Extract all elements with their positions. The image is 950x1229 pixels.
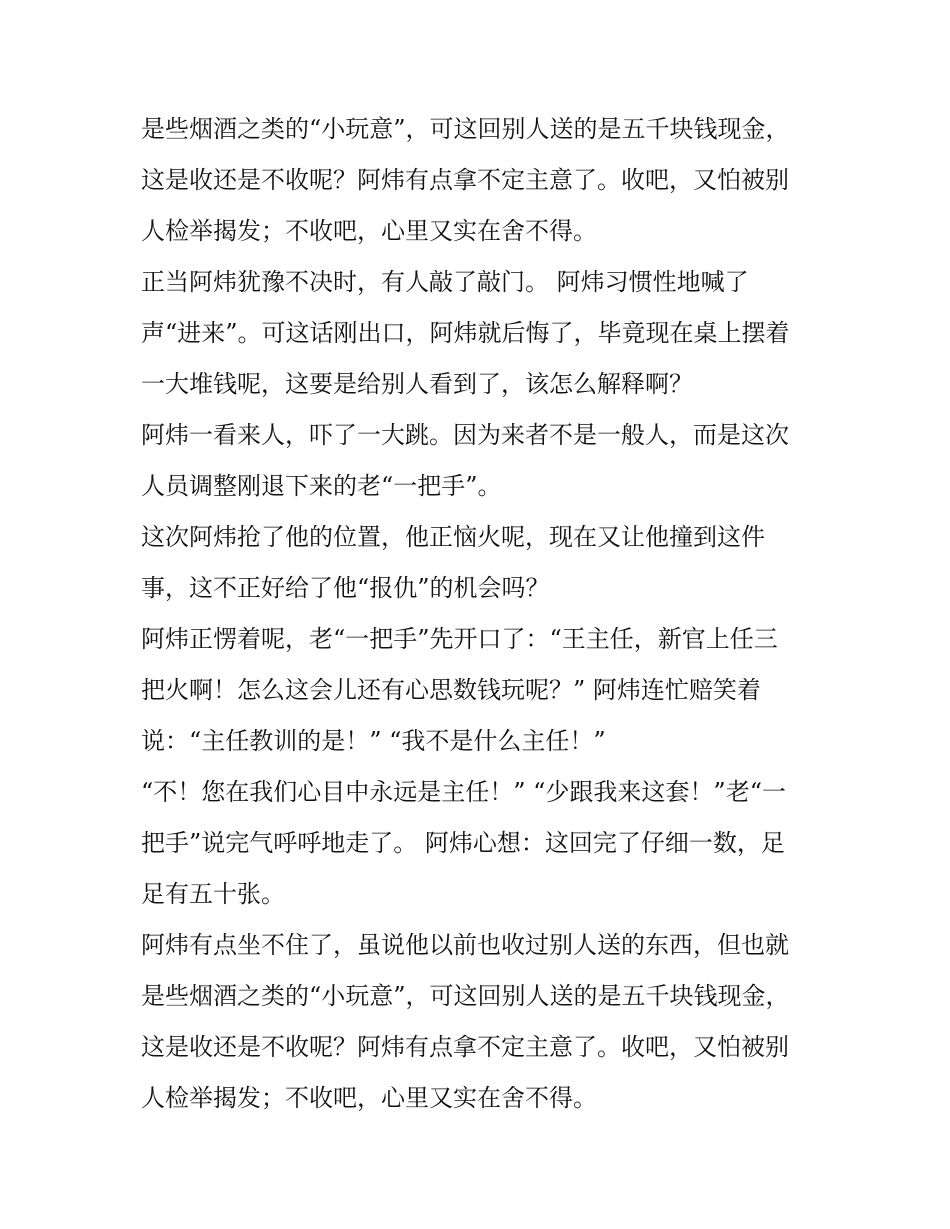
text-line: 人员调整刚退下来的老“一把手”。 <box>141 472 502 500</box>
text-line: 说：“主任教训的是！” “我不是什么主任！” <box>141 727 606 755</box>
text-line: 声“进来”。可这话刚出口，阿炜就后悔了，毕竟现在桌上摆着 <box>141 319 790 347</box>
text-line: 人检举揭发；不收吧，心里又实在舍不得。 <box>141 1084 597 1112</box>
text-line: 是些烟酒之类的“小玩意”，可这回别人送的是五千块钱现金， <box>141 982 790 1010</box>
text-line: 一大堆钱呢，这要是给别人看到了，该怎么解释啊？ <box>141 370 693 398</box>
text-line: 正当阿炜犹豫不决时，有人敲了敲门。 阿炜习惯性地喊了 <box>141 268 749 296</box>
body-text <box>141 104 821 1124</box>
text-line: 这是收还是不收呢？阿炜有点拿不定主意了。收吧，又怕被别 <box>141 166 789 194</box>
text-line: 把火啊！怎么这会儿还有心思数钱玩呢？” 阿炜连忙赔笑着 <box>141 676 761 704</box>
text-line: 事，这不正好给了他“报仇”的机会吗？ <box>141 574 550 602</box>
text-line: 这是收还是不收呢？阿炜有点拿不定主意了。收吧，又怕被别 <box>141 1033 789 1061</box>
text-line: 阿炜一看来人，吓了一大跳。因为来者不是一般人，而是这次 <box>141 421 789 449</box>
text-line: 是些烟酒之类的“小玩意”，可这回别人送的是五千块钱现金， <box>141 115 790 143</box>
text-line: “不！您在我们心目中永远是主任！” “少跟我来这套！”老“一 <box>141 778 786 806</box>
text-line: 阿炜正愣着呢，老“一把手”先开口了：“王主任，新官上任三 <box>141 625 778 653</box>
text-line: 把手”说完气呼呼地走了。 阿炜心想：这回完了仔细一数，足 <box>141 829 785 857</box>
text-line: 人检举揭发；不收吧，心里又实在舍不得。 <box>141 217 597 245</box>
text-line: 阿炜有点坐不住了，虽说他以前也收过别人送的东西，但也就 <box>141 931 789 959</box>
text-line: 这次阿炜抢了他的位置，他正恼火呢，现在又让他撞到这件 <box>141 523 765 551</box>
text-line: 足有五十张。 <box>141 880 285 908</box>
